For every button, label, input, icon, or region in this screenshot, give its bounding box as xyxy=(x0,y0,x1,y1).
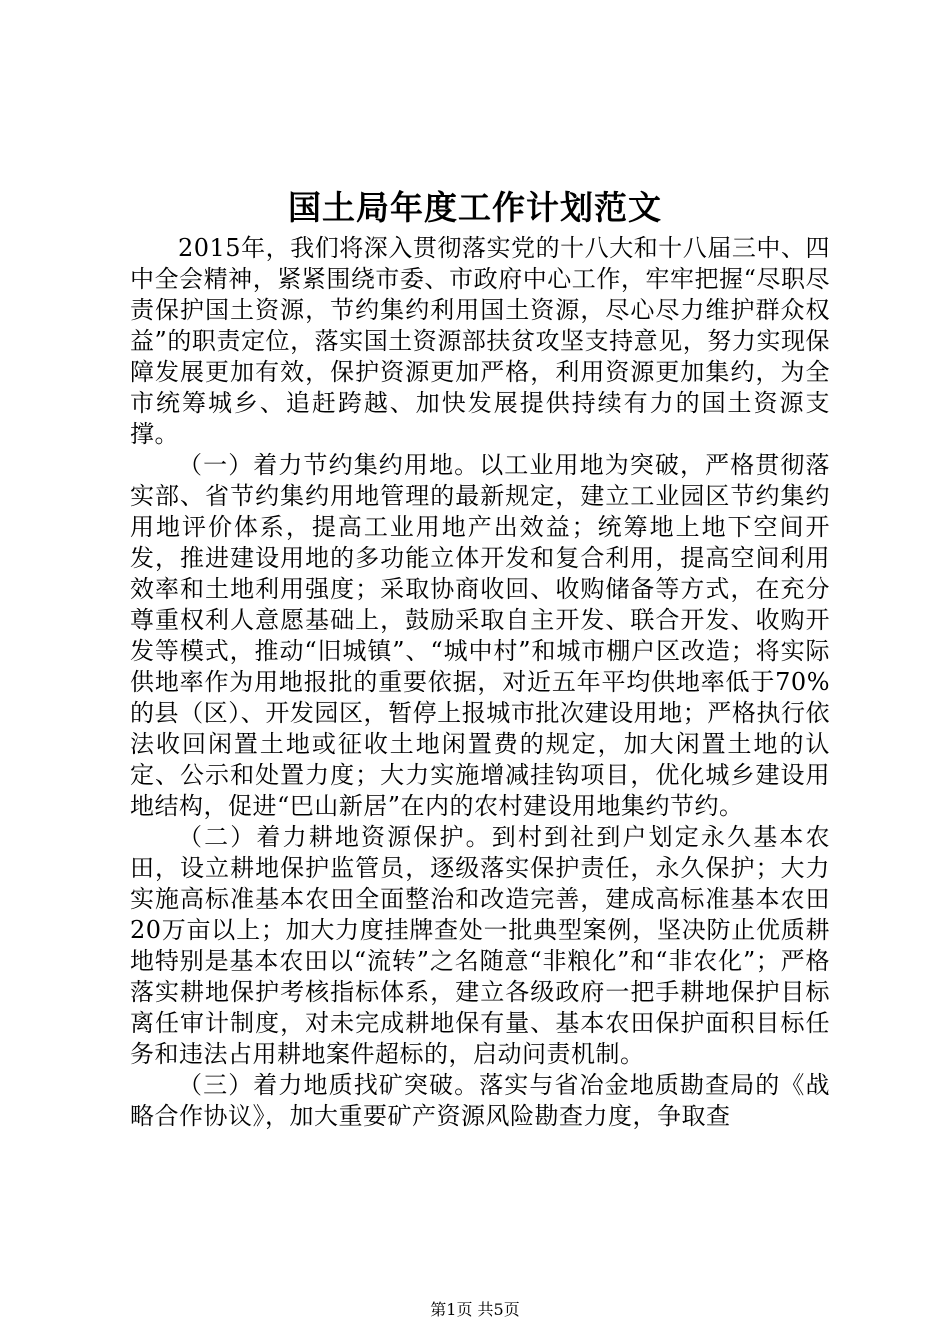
paragraph-geology: （三）着力地质找矿突破。落实与省冶金地质勘查局的《战略合作协议》，加大重要矿产资源风险勘查力度，争取查 xyxy=(130,1071,830,1130)
document-body xyxy=(130,233,830,1132)
paragraph-intro: 2015年，我们将深入贯彻落实党的十八大和十八届三中、四中全会精神，紧紧围绕市委、市政府中心工作，牢牢把握“尽职尽责保护国土资源，节约集约利用国土资源，尽心尽力维护群众权益”的职责定位，落实国土资源部扶贫攻坚支持意见，努力实现保障发展更加有效，保护资源更加严格，利用资源更加集约，为全市统筹城乡、追赶跨越、加快发展提供持续有力的国土资源支撑。 xyxy=(130,234,830,448)
paragraph-farmland: （二）着力耕地资源保护。到村到社到户划定永久基本农田，设立耕地保护监管员，逐级落实保护责任，永久保护；大力实施高标准基本农田全面整治和改造完善，建成高标准基本农田20万亩以上；加大力度挂牌查处一批典型案例，坚决防止优质耕地特别是基本农田以“流转”之名随意“非粮化”和“非农化”；严格落实耕地保护考核指标体系，建立各级政府一把手耕地保护目标离任审计制度，对未完成耕地保有量、基本农田保护面积目标任务和违法占用耕地案件超标的，启动问责机制。 xyxy=(130,823,830,1068)
paragraph-land-use: （一）着力节约集约用地。以工业用地为突破，严格贯彻落实部、省节约集约用地管理的最新规定，建立工业园区节约集约用地评价体系，提高工业用地产出效益；统筹地上地下空间开发，推进建设用地的多功能立体开发和复合利用，提高空间利用效率和土地利用强度；采取协商收回、收购储备等方式，在充分尊重权利人意愿基础上，鼓励采取自主开发、联合开发、收购开发等模式，推动“旧城镇”、“城中村”和城市棚户区改造；将实际供地率作为用地报批的重要依据，对近五年平均供地率低于70%的县（区）、开发园区，暂停上报城市批次建设用地；严格执行依法收回闲置土地或征收土地闲置费的规定，加大闲置土地的认定、公示和处置力度；大力实施增减挂钩项目，优化城乡建设用地结构，促进“巴山新居”在内的农村建设用地集约节约。 xyxy=(130,451,830,820)
page-footer: 第1页 共5页 xyxy=(430,1300,520,1319)
document-title: 国土局年度工作计划范文 xyxy=(288,188,662,227)
